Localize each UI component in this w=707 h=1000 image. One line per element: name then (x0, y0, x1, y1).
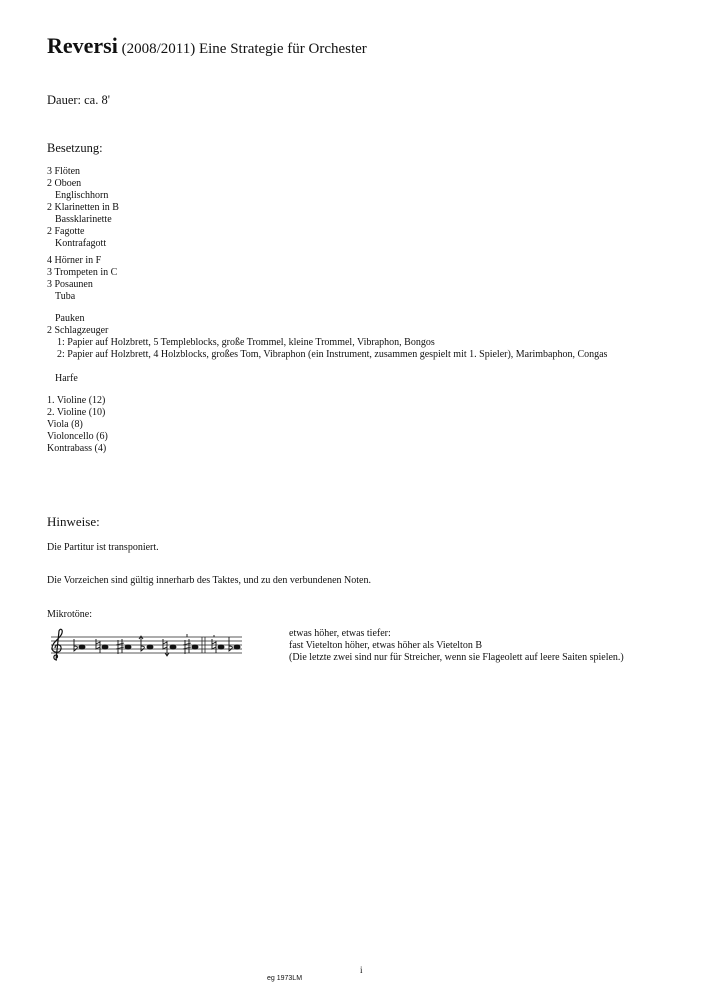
instrument-line: Violoncello (6) (47, 431, 108, 442)
instrument-line: 2 Oboen (47, 178, 82, 189)
instrument-line: Pauken (55, 313, 85, 324)
brass-list (47, 255, 117, 303)
note-head (234, 645, 240, 649)
note-head (125, 645, 131, 649)
explanation-line: (Die letzte zwei sind nur für Streicher, wenn sie Flageolett auf leere Saiten spielen.) (289, 652, 624, 663)
woodwinds-list (47, 166, 119, 250)
besetzung-heading: Besetzung: (47, 141, 103, 155)
title-main: Reversi (47, 33, 118, 58)
instrument-line: 3 Flöten (47, 166, 81, 177)
instrument-line: 2 Schlagzeuger (47, 325, 109, 336)
note-transposed: Die Partitur ist transponiert. (47, 542, 159, 553)
percussion-list (47, 313, 607, 361)
instrument-line: 3 Trompeten in C (47, 267, 118, 278)
page-title (47, 33, 367, 59)
microtone-explanation (289, 628, 624, 664)
instrument-line: 2. Violine (10) (47, 407, 106, 418)
natural-arrow-icon (212, 635, 216, 653)
duration-text: Dauer: ca. 8' (47, 93, 110, 107)
instrument-line: 3 Posaunen (47, 279, 93, 290)
note-head (192, 645, 198, 649)
percussion-player-2: 2: Papier auf Holzbrett, 4 Holzblocks, großes Tom, Vibraphon (ein Instrument, zusammen gespielt mit 1. Spieler), Marimbaphon, Congas (57, 349, 608, 360)
microtones-label: Mikrotöne: (47, 609, 92, 620)
natural-arrow-icon (163, 639, 169, 656)
explanation-line: etwas höher, etwas tiefer: (289, 628, 391, 639)
publisher-code: eg 1973LM (267, 975, 303, 982)
instrument-line: 4 Hörner in F (47, 255, 102, 266)
instrument-line: Harfe (55, 373, 78, 384)
instrument-line: Englischhorn (55, 190, 109, 201)
instrument-line: 2 Fagotte (47, 226, 85, 237)
instrument-line: Kontrabass (4) (47, 443, 107, 454)
hinweise-heading: Hinweise: (47, 514, 100, 529)
note-head (170, 645, 176, 649)
note-accidentals: Die Vorzeichen sind gültig innerharb des Taktes, und zu den verbundenen Noten. (47, 575, 371, 586)
instrument-line: Kontrafagott (55, 238, 107, 249)
percussion-player-1: 1: Papier auf Holzbrett, 5 Templeblocks, große Trommel, kleine Trommel, Vibraphon, Bongos (57, 337, 435, 348)
microtone-staff-image (47, 627, 247, 665)
instrument-line: Tuba (55, 291, 76, 302)
page-number: i (360, 965, 363, 975)
note-head (147, 645, 153, 649)
strings-list (47, 395, 108, 455)
note-head (102, 645, 108, 649)
instrument-line: 2 Klarinetten in B (47, 202, 119, 213)
note-head (79, 645, 85, 649)
title-subtitle: (2008/2011) Eine Strategie für Orchester (117, 41, 367, 57)
instrument-line: Viola (8) (47, 419, 83, 430)
note-head (218, 645, 224, 649)
explanation-line: fast Vietelton höher, etwas höher als Vietelton B (289, 640, 482, 651)
instrument-line: 1. Violine (12) (47, 395, 106, 406)
instrument-line: Bassklarinette (55, 214, 112, 225)
